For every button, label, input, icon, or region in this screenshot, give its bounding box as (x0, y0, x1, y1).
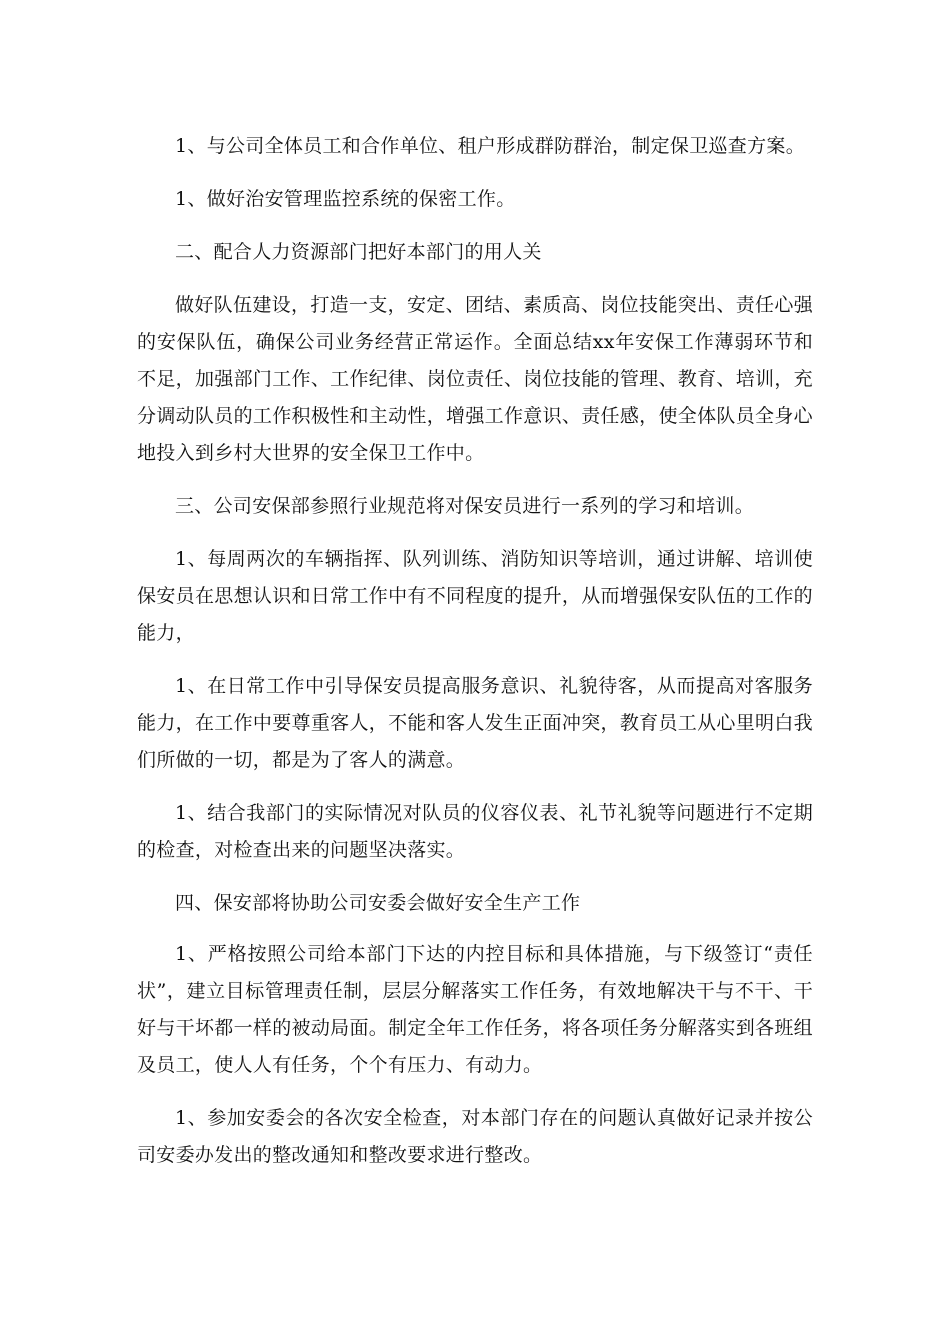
paragraph-8: 1、参加安委会的各次安全检查，对本部门存在的问题认真做好记录并按公司安委办发出的整改通知和整改要求进行整改。 (137, 1107, 813, 1166)
paragraph-1: 1、与公司全体员工和合作单位、租户形成群防群治，制定保卫巡查方案。 (175, 135, 805, 157)
paragraph-2: 1、做好治安管理监控系统的保密工作。 (175, 188, 516, 210)
paragraph-6: 1、结合我部门的实际情况对队员的仪容仪表、礼节礼貌等问题进行不定期的检查，对检查出来的问题坚决落实。 (137, 802, 813, 861)
paragraph-3: 做好队伍建设，打造一支，安定、团结、素质高、岗位技能突出、责任心强的安保队伍，确保公司业务经营正常运作。全面总结xx年安保工作薄弱环节和不足，加强部门工作、工作纪律、岗位责任、岗位技能的管理、教育、培训，充分调动队员的工作积极性和主动性，增强工作意识、责任感，使全体队员全身心地投入到乡村大世界的安全保卫工作中。 (137, 294, 813, 464)
paragraph-7: 1、严格按照公司给本部门下达的内控目标和具体措施，与下级签订“责任状”，建立目标管理责任制，层层分解落实工作任务，有效地解决干与不干、干好与干坏都一样的被动局面。制定全年工作任务，将各项任务分解落实到各班组及员工，使人人有任务，个个有压力、有动力。 (137, 943, 813, 1076)
paragraph-5: 1、在日常工作中引导保安员提高服务意识、礼貌待客，从而提高对客服务能力，在工作中要尊重客人，不能和客人发生正面冲突，教育员工从心里明白我们所做的一切，都是为了客人的满意。 (137, 675, 813, 771)
paragraph-4: 1、每周两次的车辆指挥、队列训练、消防知识等培训，通过讲解、培训使保安员在思想认识和日常工作中有不同程度的提升，从而增强保安队伍的工作的能力， (137, 548, 813, 644)
section-heading-4: 四、保安部将协助公司安委会做好安全生产工作 (175, 892, 581, 914)
document-body (137, 128, 813, 1174)
section-heading-3: 三、公司安保部参照行业规范将对保安员进行一系列的学习和培训。 (175, 495, 755, 517)
section-heading-2: 二、配合人力资源部门把好本部门的用人关 (175, 241, 542, 263)
